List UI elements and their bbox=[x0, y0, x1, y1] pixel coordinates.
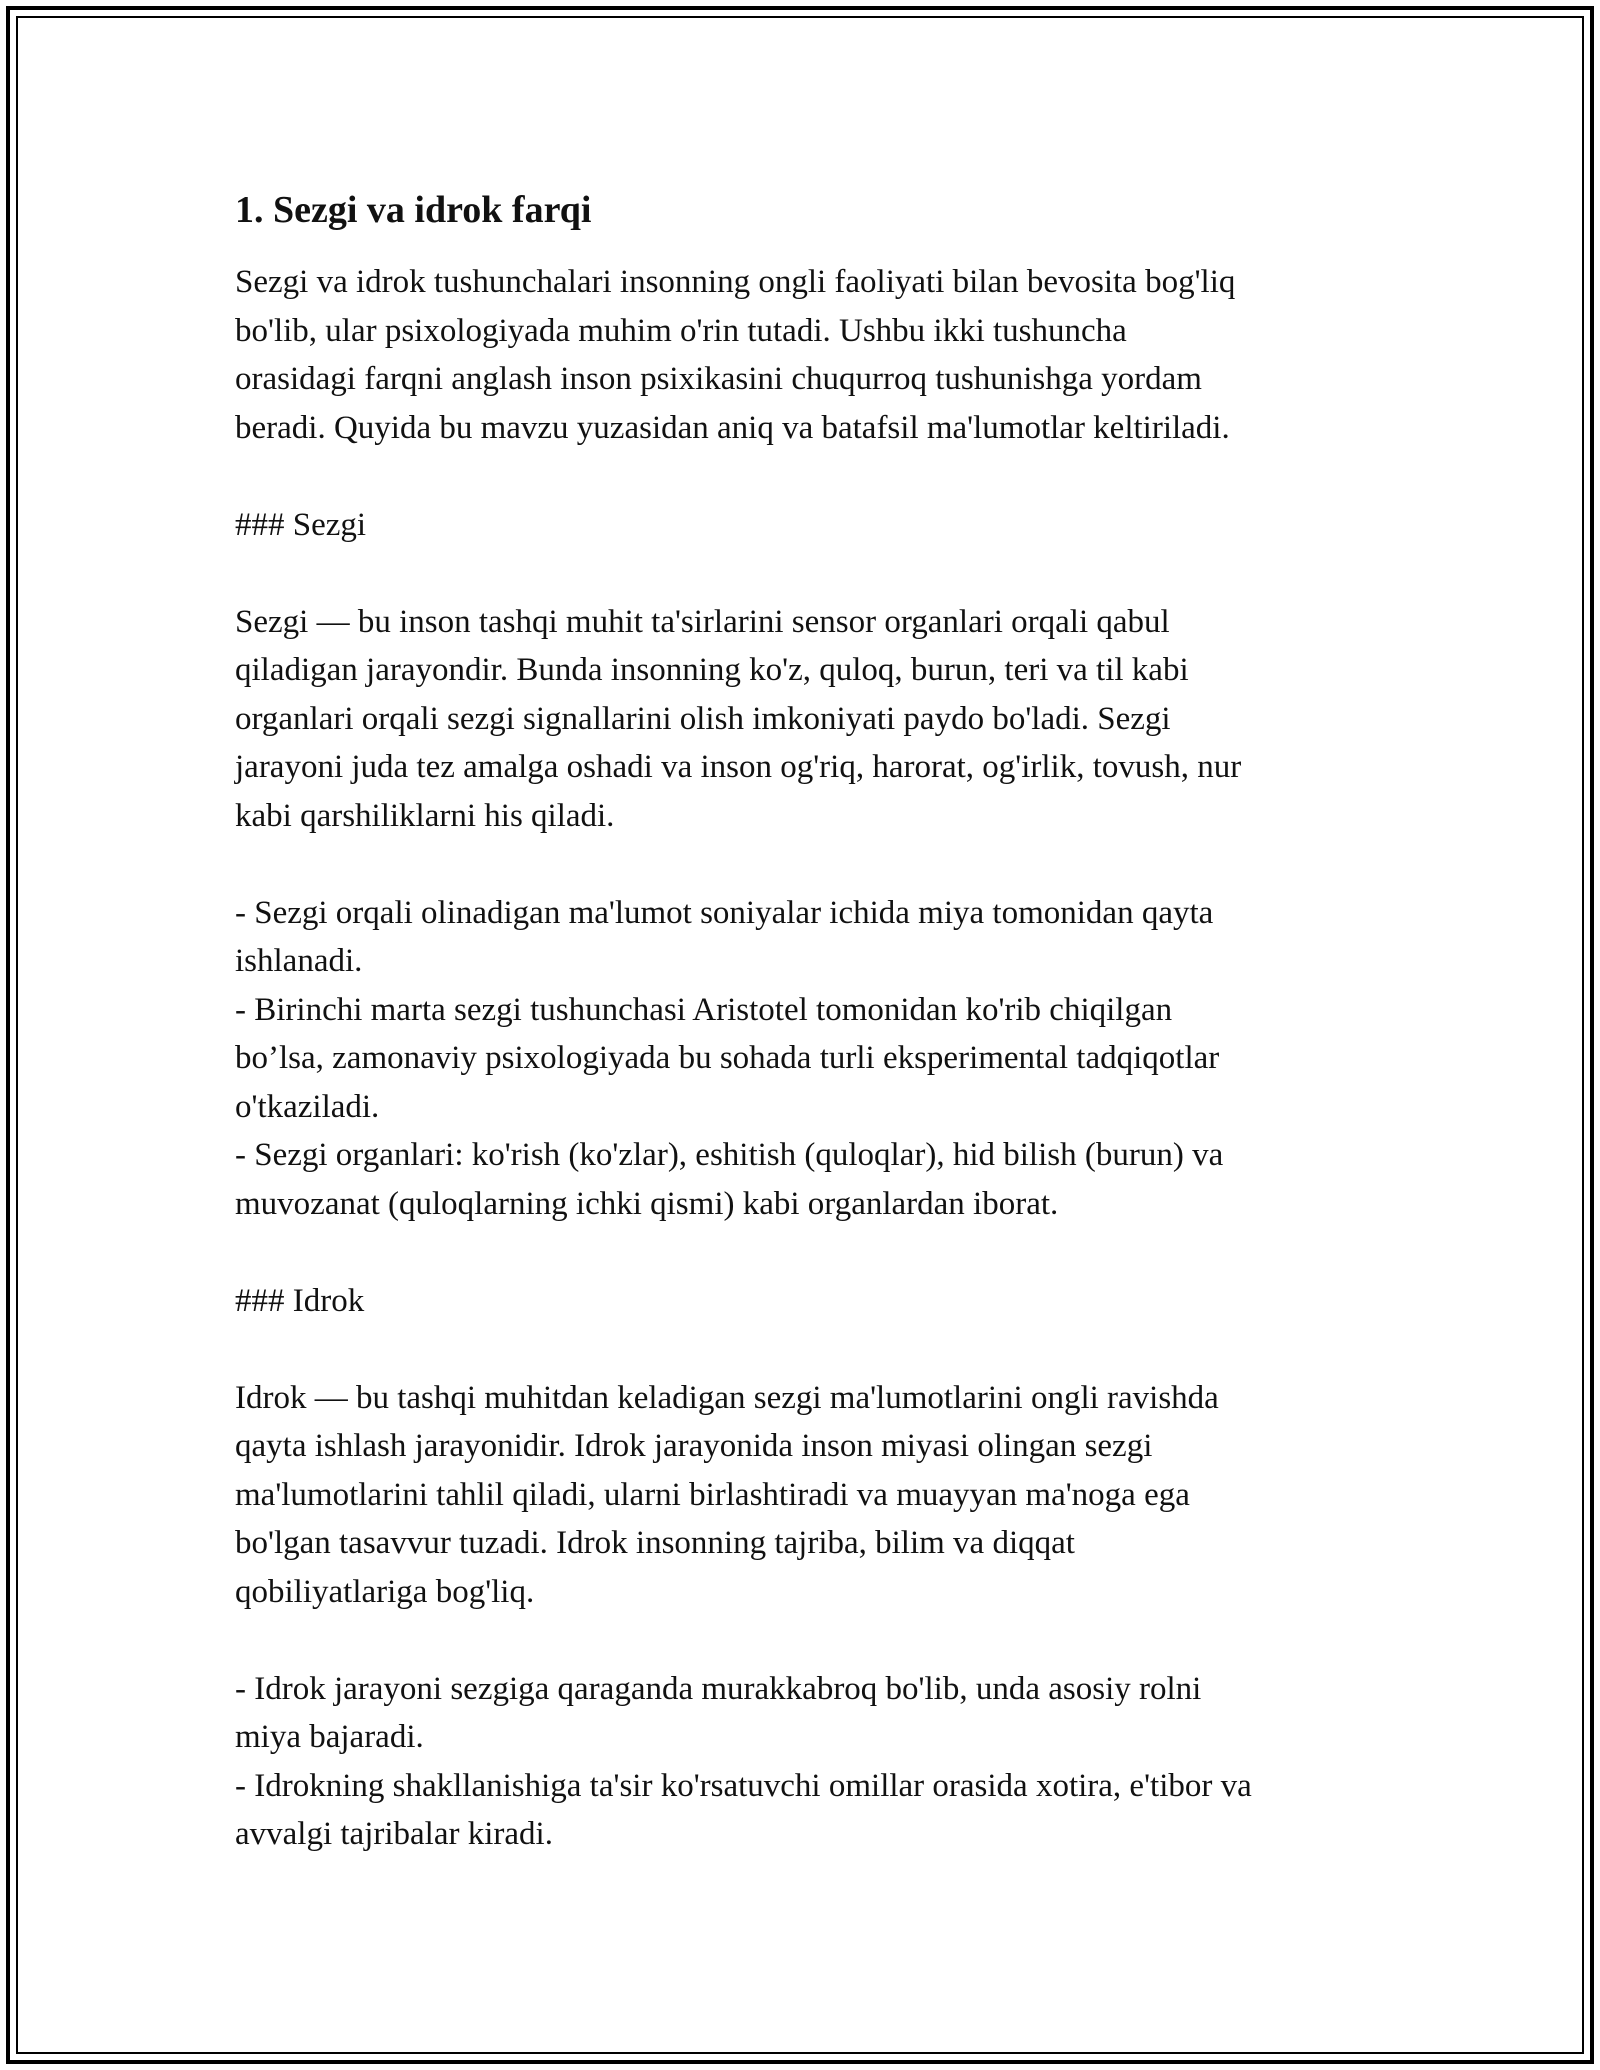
idrok-bullet-list: - Idrok jarayoni sezgiga qaraganda murakkabroq bo'lib, unda asosiy rolni miya bajaradi. - Idrokning shakllanishiga ta'sir ko'rsatuvchi omillar orasida xotira, e'tibor va avvalgi tajribalar kiradi. bbox=[235, 1670, 1252, 1852]
sezgi-bullet-list: - Sezgi orqali olinadigan ma'lumot soniyalar ichida miya tomonidan qayta ishlanadi. - Birinchi marta sezgi tushunchasi Aristotel tomonidan ko'rib chiqilgan bo’lsa, zamonaviy psixologiyada bu sohada turli eksperimental tadqiqotlar o'tkaziladi. - Sezgi organlari: ko'rish (ko'zlar), eshitish (quloqlar), hid bilish (burun) va muvozanat (quloqlarning ichki qismi) kabi organlardan iborat. bbox=[235, 894, 1224, 1222]
document-heading: 1. Sezgi va idrok farqi bbox=[235, 189, 592, 231]
intro-paragraph: Sezgi va idrok tushunchalari insonning ongli faoliyati bilan bevosita bog'liq bo'lib, ular psixologiyada muhim o'rin tutadi. Ushbu ikki tushuncha orasidagi farqni anglash inson psixikasini chuqurroq tushunishga yordam beradi. Quyida bu mavzu yuzasidan aniq va batafsil ma'lumotlar keltiriladi. bbox=[235, 264, 1236, 446]
sezgi-paragraph: Sezgi — bu inson tashqi muhit ta'sirlarini sensor organlari orqali qabul qiladigan jarayondir. Bunda insonning ko'z, quloq, burun, teri va til kabi organlari orqali sezgi signallarini olish imkoniyati paydo bo'ladi. Sezgi jarayoni juda tez amalga oshadi va inson og'riq, harorat, og'irlik, tovush, nur kabi qarshiliklarni his qiladi. bbox=[235, 603, 1242, 834]
document-body bbox=[235, 186, 1375, 1859]
idrok-paragraph: Idrok — bu tashqi muhitdan keladigan sezgi ma'lumotlarini ongli ravishda qayta ishlash jarayonidir. Idrok jarayonida inson miyasi olingan sezgi ma'lumotlarini tahlil qiladi, ularni birlashtiradi va muayyan ma'noga ega bo'lgan tasavvur tuzadi. Idrok insonning tajriba, bilim va diqqat qobiliyatlariga bog'liq. bbox=[235, 1379, 1219, 1610]
section-title-idrok: ### Idrok bbox=[235, 1282, 365, 1319]
section-title-sezgi: ### Sezgi bbox=[235, 506, 367, 543]
